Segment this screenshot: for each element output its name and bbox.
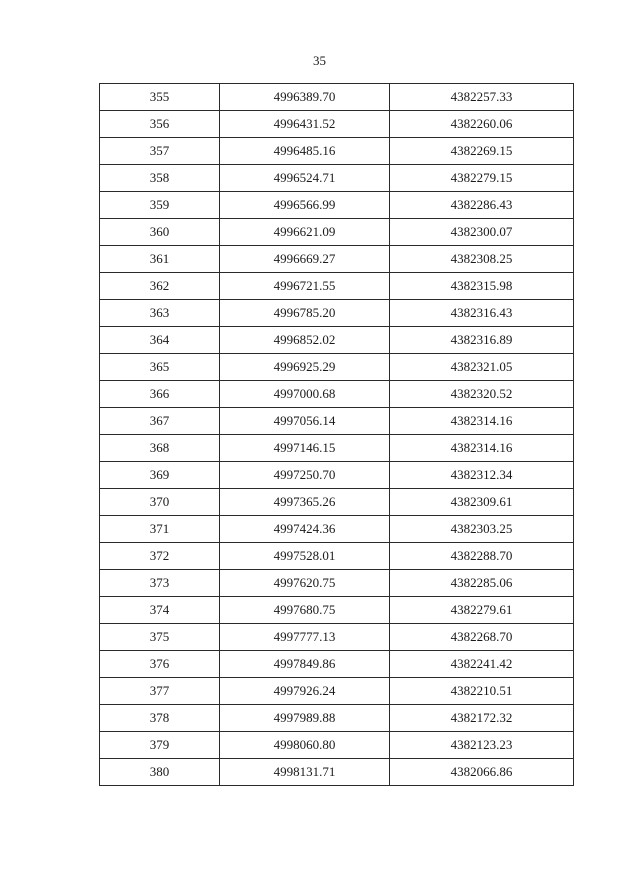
point-number-cell: 367 [100, 408, 220, 435]
table-row [100, 705, 574, 732]
point-number-cell: 370 [100, 489, 220, 516]
y-coordinate-cell: 4382257.33 [390, 84, 574, 111]
point-number-cell: 359 [100, 192, 220, 219]
point-number-cell: 374 [100, 597, 220, 624]
point-number-cell: 378 [100, 705, 220, 732]
point-number-cell: 376 [100, 651, 220, 678]
table-row [100, 597, 574, 624]
point-number-cell: 368 [100, 435, 220, 462]
table-row [100, 651, 574, 678]
point-number-cell: 373 [100, 570, 220, 597]
table-row [100, 678, 574, 705]
point-number-cell: 361 [100, 246, 220, 273]
table-row [100, 570, 574, 597]
y-coordinate-cell: 4382241.42 [390, 651, 574, 678]
page-number: 35 [313, 53, 326, 68]
table-row [100, 246, 574, 273]
x-coordinate-cell: 4996721.55 [220, 273, 390, 300]
table-row [100, 111, 574, 138]
point-number-cell: 362 [100, 273, 220, 300]
point-number-cell: 371 [100, 516, 220, 543]
y-coordinate-cell: 4382288.70 [390, 543, 574, 570]
point-number-cell: 366 [100, 381, 220, 408]
x-coordinate-cell: 4996524.71 [220, 165, 390, 192]
table-row [100, 192, 574, 219]
table-row [100, 219, 574, 246]
y-coordinate-cell: 4382321.05 [390, 354, 574, 381]
y-coordinate-cell: 4382316.43 [390, 300, 574, 327]
point-number-cell: 375 [100, 624, 220, 651]
y-coordinate-cell: 4382315.98 [390, 273, 574, 300]
point-number-cell: 372 [100, 543, 220, 570]
y-coordinate-cell: 4382286.43 [390, 192, 574, 219]
point-number-cell: 380 [100, 759, 220, 786]
y-coordinate-cell: 4382066.86 [390, 759, 574, 786]
x-coordinate-cell: 4997680.75 [220, 597, 390, 624]
x-coordinate-cell: 4996389.70 [220, 84, 390, 111]
y-coordinate-cell: 4382269.15 [390, 138, 574, 165]
x-coordinate-cell: 4996485.16 [220, 138, 390, 165]
coordinates-table-body [100, 84, 574, 786]
y-coordinate-cell: 4382279.61 [390, 597, 574, 624]
x-coordinate-cell: 4996566.99 [220, 192, 390, 219]
y-coordinate-cell: 4382314.16 [390, 408, 574, 435]
table-row [100, 84, 574, 111]
table-row [100, 435, 574, 462]
table-row [100, 300, 574, 327]
point-number-cell: 363 [100, 300, 220, 327]
point-number-cell: 365 [100, 354, 220, 381]
point-number-cell: 358 [100, 165, 220, 192]
point-number-cell: 356 [100, 111, 220, 138]
x-coordinate-cell: 4997777.13 [220, 624, 390, 651]
x-coordinate-cell: 4997146.15 [220, 435, 390, 462]
x-coordinate-cell: 4997250.70 [220, 462, 390, 489]
x-coordinate-cell: 4998060.80 [220, 732, 390, 759]
x-coordinate-cell: 4997424.36 [220, 516, 390, 543]
point-number-cell: 357 [100, 138, 220, 165]
x-coordinate-cell: 4996431.52 [220, 111, 390, 138]
table-row [100, 759, 574, 786]
table-row [100, 489, 574, 516]
point-number-cell: 360 [100, 219, 220, 246]
table-row [100, 138, 574, 165]
point-number-cell: 377 [100, 678, 220, 705]
coordinates-table [99, 83, 574, 786]
y-coordinate-cell: 4382314.16 [390, 435, 574, 462]
table-row [100, 381, 574, 408]
table-row [100, 273, 574, 300]
x-coordinate-cell: 4997620.75 [220, 570, 390, 597]
point-number-cell: 369 [100, 462, 220, 489]
x-coordinate-cell: 4997528.01 [220, 543, 390, 570]
x-coordinate-cell: 4997926.24 [220, 678, 390, 705]
x-coordinate-cell: 4997000.68 [220, 381, 390, 408]
x-coordinate-cell: 4996852.02 [220, 327, 390, 354]
y-coordinate-cell: 4382303.25 [390, 516, 574, 543]
y-coordinate-cell: 4382172.32 [390, 705, 574, 732]
table-row [100, 543, 574, 570]
table-row [100, 354, 574, 381]
table-row [100, 732, 574, 759]
table-row [100, 408, 574, 435]
x-coordinate-cell: 4996621.09 [220, 219, 390, 246]
table-row [100, 462, 574, 489]
x-coordinate-cell: 4996669.27 [220, 246, 390, 273]
y-coordinate-cell: 4382320.52 [390, 381, 574, 408]
x-coordinate-cell: 4997989.88 [220, 705, 390, 732]
x-coordinate-cell: 4998131.71 [220, 759, 390, 786]
x-coordinate-cell: 4997365.26 [220, 489, 390, 516]
x-coordinate-cell: 4996785.20 [220, 300, 390, 327]
point-number-cell: 355 [100, 84, 220, 111]
y-coordinate-cell: 4382308.25 [390, 246, 574, 273]
y-coordinate-cell: 4382309.61 [390, 489, 574, 516]
x-coordinate-cell: 4996925.29 [220, 354, 390, 381]
y-coordinate-cell: 4382260.06 [390, 111, 574, 138]
y-coordinate-cell: 4382316.89 [390, 327, 574, 354]
x-coordinate-cell: 4997056.14 [220, 408, 390, 435]
table-row [100, 516, 574, 543]
y-coordinate-cell: 4382285.06 [390, 570, 574, 597]
table-row [100, 327, 574, 354]
point-number-cell: 364 [100, 327, 220, 354]
point-number-cell: 379 [100, 732, 220, 759]
table-row [100, 624, 574, 651]
y-coordinate-cell: 4382123.23 [390, 732, 574, 759]
y-coordinate-cell: 4382312.34 [390, 462, 574, 489]
x-coordinate-cell: 4997849.86 [220, 651, 390, 678]
table-row [100, 165, 574, 192]
y-coordinate-cell: 4382279.15 [390, 165, 574, 192]
y-coordinate-cell: 4382300.07 [390, 219, 574, 246]
y-coordinate-cell: 4382268.70 [390, 624, 574, 651]
y-coordinate-cell: 4382210.51 [390, 678, 574, 705]
